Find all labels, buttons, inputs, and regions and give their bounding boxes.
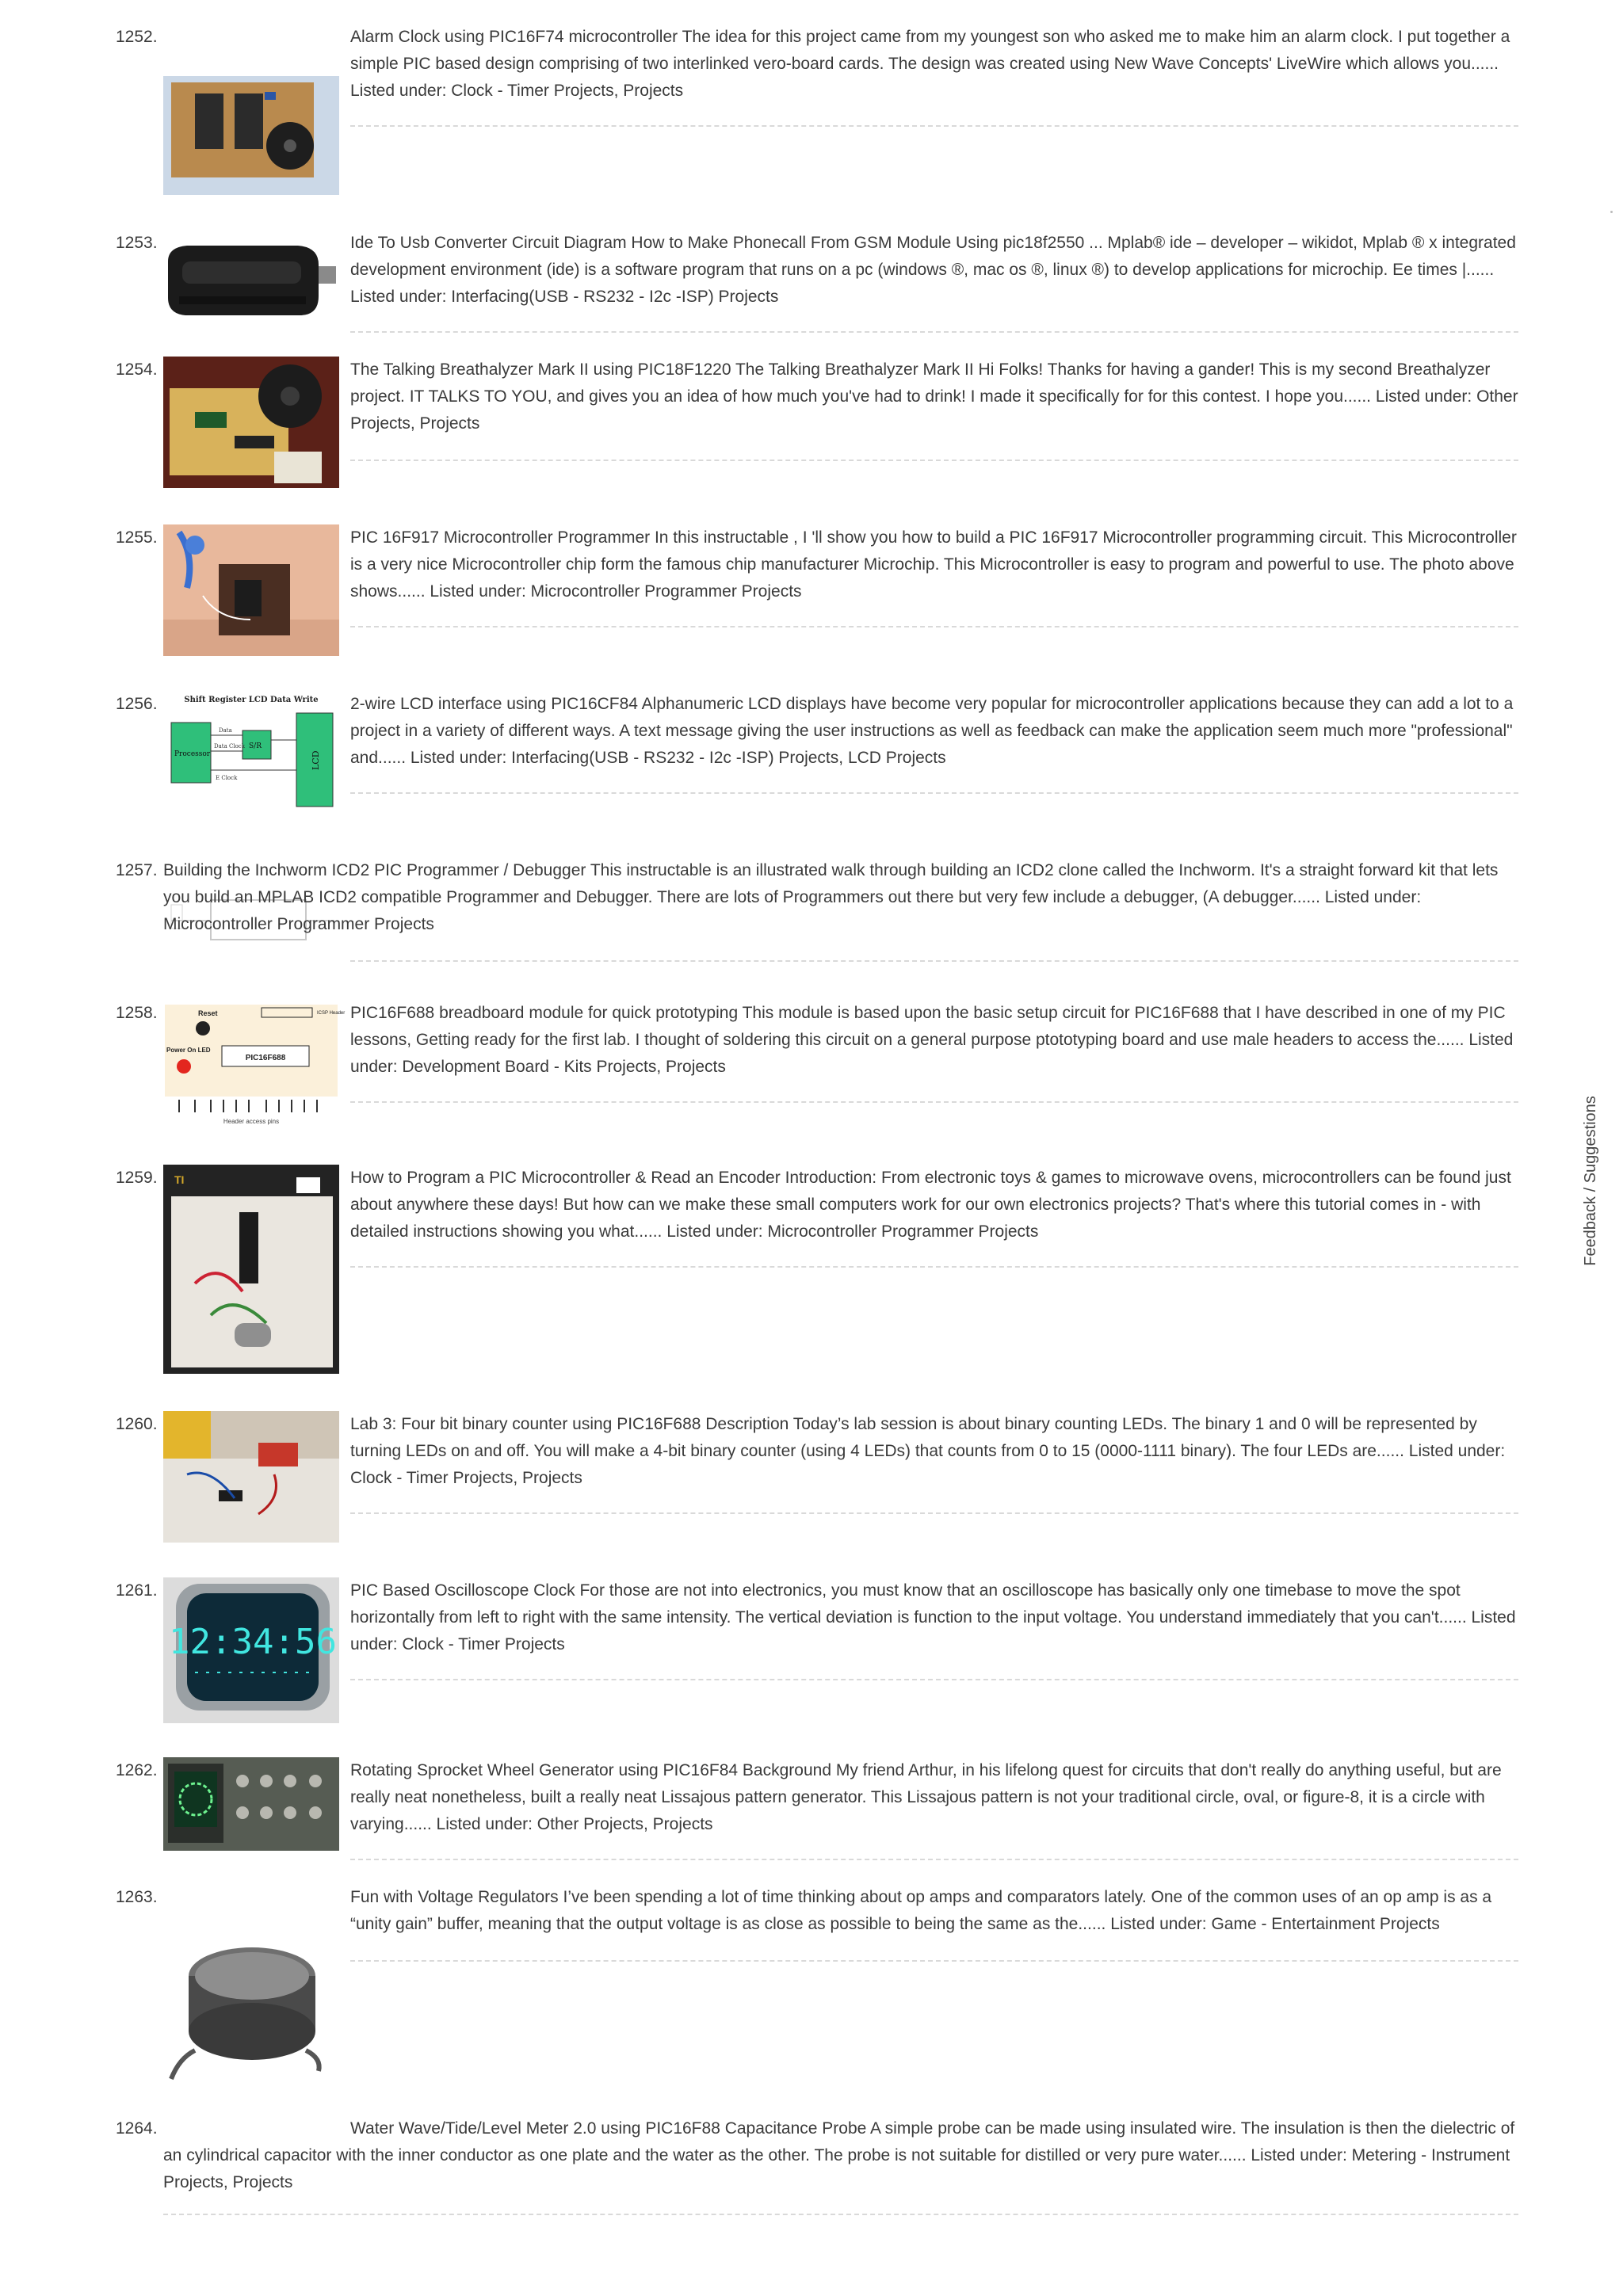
separator [350, 960, 1518, 962]
entry-description: Ide To Usb Converter Circuit Diagram How to Make Phonecall From GSM Module Using pic18f2550 ... Mplab® ide – developer – wikidot, Mplab ® x integrated development environment (ide) is a software program that runs on a pc (windows ®, mac os ®, linux ®) to develop applications for microchip. Ee times |...... Listed under: Interfacing(USB - RS232 - I2c -ISP) Projects [350, 234, 1516, 306]
binary-counter-breadboard-photo-icon [163, 1411, 339, 1543]
separator [350, 1101, 1518, 1103]
svg-text:Processor: Processor [174, 750, 211, 758]
thumbnail-link[interactable] [163, 1900, 339, 2087]
shift-register-lcd-diagram-icon [163, 691, 339, 810]
separator [350, 460, 1518, 461]
entry-number: 1257. [116, 861, 158, 879]
oscilloscope-sprocket-photo-icon [163, 1757, 339, 1851]
separator [163, 2214, 1518, 2215]
entry-number: 1259. [116, 1169, 158, 1187]
thumbnail-link[interactable] [163, 1411, 339, 1543]
svg-text:Data Clock: Data Clock [214, 743, 245, 749]
feedback-label: Feedback / Suggestions [1581, 1095, 1599, 1266]
entry-number: 1262. [116, 1761, 158, 1779]
entry-description: Rotating Sprocket Wheel Generator using PIC16F84 Background My friend Arthur, in his lifelong quest for circuits that don't really do anything useful, but are really neat nonetheless, built a really neat Lissajous pattern generator. This Lissajous pattern is not your traditional circle, oval, or figure-8, it is a circle with varying...... Listed under: Other Projects, Projects [350, 1761, 1502, 1833]
entry-description: Lab 3: Four bit binary counter using PIC16F688 Description Today’s lab session is about binary counting LEDs. The binary 1 and 0 will be represented by turning LEDs on and off. You will make a 4-bit binary counter (using 4 LEDs) that counts from 0 to 15 (0000-1111 binary). The four LEDs are...... Listed under: Clock - Timer Projects, Projects [350, 1415, 1506, 1487]
separator [350, 626, 1518, 627]
thumbnail-link[interactable] [163, 76, 339, 195]
entry-number: 1258. [116, 1004, 158, 1022]
separator [350, 1512, 1518, 1514]
pic16f688-module-diagram-icon [163, 1000, 346, 1127]
entry-description: PIC16F688 breadboard module for quick prototyping This module is based upon the basic setup circuit for PIC16F688 that I have described in one of my PIC lessons, Getting ready for the first lab. I thought of soldering this circuit on a general purpose ptototyping board and use male headers to access the...... Listed under: Development Board - Kits Projects, Projects [350, 1004, 1514, 1076]
entry-description: How to Program a PIC Microcontroller & Read an Encoder Introduction: From electronic toys & games to microwave ovens, microcontrollers can be found just about anywhere these days! But how can we make these small computers work for our own electronics projects? That's where this tutorial comes in - with detailed instructions showing you what...... Listed under: Microcontroller Programmer Projects [350, 1169, 1511, 1241]
entry-number: 1253. [116, 234, 158, 252]
svg-text:Reset: Reset [198, 1009, 218, 1017]
separator [350, 792, 1518, 794]
entry-description: Fun with Voltage Regulators I’ve been spending a lot of time thinking about op amps and comparators lately. One of the common uses of an op amp is as a “unity gain” buffer, meaning that the output voltage is as close as possible to being the same as the...... Listed under: Game - Entertainment Projects [350, 1888, 1492, 1933]
svg-text:Data: Data [219, 727, 232, 734]
scroll-indicator-dot [1610, 211, 1613, 213]
oscilloscope-clock-photo-icon [163, 1577, 339, 1723]
entry-description: Water Wave/Tide/Level Meter 2.0 using PIC16F88 Capacitance Probe A simple probe can be made using insulated wire. The insulation is then the dielectric of an cylindrical capacitor with the inner conductor as one plate and the water as the other. The probe is not suitable for distilled or very pure water...... Listed under: Metering - Instrument Projects, Projects [163, 2119, 1515, 2191]
svg-text:E Clock: E Clock [216, 775, 238, 781]
separator [350, 1679, 1518, 1680]
svg-text:PIC16F688: PIC16F688 [245, 1054, 286, 1062]
entry-description: The Talking Breathalyzer Mark II using PIC18F1220 The Talking Breathalyzer Mark II Hi Folks! Thanks for having a gander! This is my second Breathalyzer project. IT TALKS TO YOU, and gives you an idea of how much you've had to drink! I made it specifically for for this contest. I hope you...... Listed under: Other Projects, Projects [350, 360, 1518, 433]
programmer-circuit-photo-icon [163, 524, 339, 656]
entry-number: 1261. [116, 1581, 158, 1600]
breadboard-encoder-photo-icon [163, 1165, 339, 1374]
separator [350, 331, 1518, 333]
diagram-caption: Shift Register LCD Data Write [184, 696, 319, 704]
voltage-regulator-can-photo-icon [163, 1900, 339, 2087]
svg-text:TI: TI [174, 1173, 185, 1186]
thumbnail-link[interactable] [163, 524, 339, 656]
entry-description: Alarm Clock using PIC16F74 microcontroller The idea for this project came from my youngest son who asked me to make him an alarm clock. I put together a simple PIC based design comprising of two interlinked vero-board cards. The design was created using New Wave Concepts' LiveWire which allows you...... Listed under: Clock - Timer Projects, Projects [350, 28, 1510, 100]
entry-description: 2-wire LCD interface using PIC16CF84 Alphanumeric LCD displays have become very popular for microcontroller applications because they can add a lot to a project in a variety of different ways. A text message giving the user instructions as well as feedback can make the application seem much more "professional" and...... Listed under: Interfacing(USB - RS232 - I2c -ISP) Projects, LCD Projects [350, 695, 1514, 767]
thumbnail-link[interactable] [163, 1165, 339, 1374]
breathalyzer-board-photo-icon [163, 357, 339, 488]
entry-description: PIC Based Oscilloscope Clock For those are not into electronics, you must know that an oscilloscope has basically only one timebase to move the spot horizontally from left to right with the same intensity. The vertical deviation is function to the input voltage. You understand immediately that you can't...... Listed under: Clock - Timer Projects [350, 1581, 1516, 1653]
ide-usb-adapter-photo-icon [163, 230, 339, 323]
svg-text:LCD: LCD [311, 750, 321, 770]
svg-text:ICSP Header: ICSP Header [317, 1011, 346, 1016]
separator [350, 1266, 1518, 1268]
entry-number: 1252. [116, 28, 158, 46]
svg-text:S/R: S/R [249, 742, 262, 750]
thumbnail-link[interactable] [163, 1577, 339, 1723]
feedback-tab[interactable] [1577, 1093, 1604, 1268]
svg-text:Header access pins: Header access pins [223, 1118, 280, 1125]
separator [350, 1960, 1518, 1962]
entry-number: 1256. [116, 695, 158, 713]
scope-clock-display: 12:34:56 [169, 1622, 337, 1662]
svg-text:Power On LED: Power On LED [166, 1047, 211, 1054]
separator [350, 125, 1518, 127]
entry-number: 1260. [116, 1415, 158, 1433]
entry-description: PIC 16F917 Microcontroller Programmer In this instructable , I 'll show you how to build a PIC 16F917 Microcontroller programming circuit. This Microcontroller is a very nice Microcontroller chip form the famous chip manufacturer Microchip. This Microcontroller is easy to program and powerful to use. The photo above shows...... Listed under: Microcontroller Programmer Projects [350, 528, 1517, 601]
entry-description: Building the Inchworm ICD2 PIC Programmer / Debugger This instructable is an illustrated walk through building an ICD2 clone called the Inchworm. It's a straight forward kit that lets you build an MPLAB ICD2 compatible Programmer and Debugger. There are lots of Programmers out there but very few include a debugger, (A debugger...... Listed under: Microcontroller Programmer Projects [163, 861, 1499, 933]
thumbnail-link[interactable] [163, 691, 339, 810]
separator [350, 1859, 1518, 1860]
thumbnail-link[interactable] [163, 230, 339, 323]
entry-number: 1264. [116, 2119, 158, 2138]
thumbnail-link[interactable] [163, 1757, 339, 1851]
entry-number: 1255. [116, 528, 158, 547]
circuit-board-buzzer-photo-icon [163, 76, 339, 195]
thumbnail-link[interactable] [163, 1000, 346, 1127]
thumbnail-link[interactable] [163, 357, 339, 488]
entry-number: 1263. [116, 1888, 158, 1906]
entry-number: 1254. [116, 360, 158, 379]
